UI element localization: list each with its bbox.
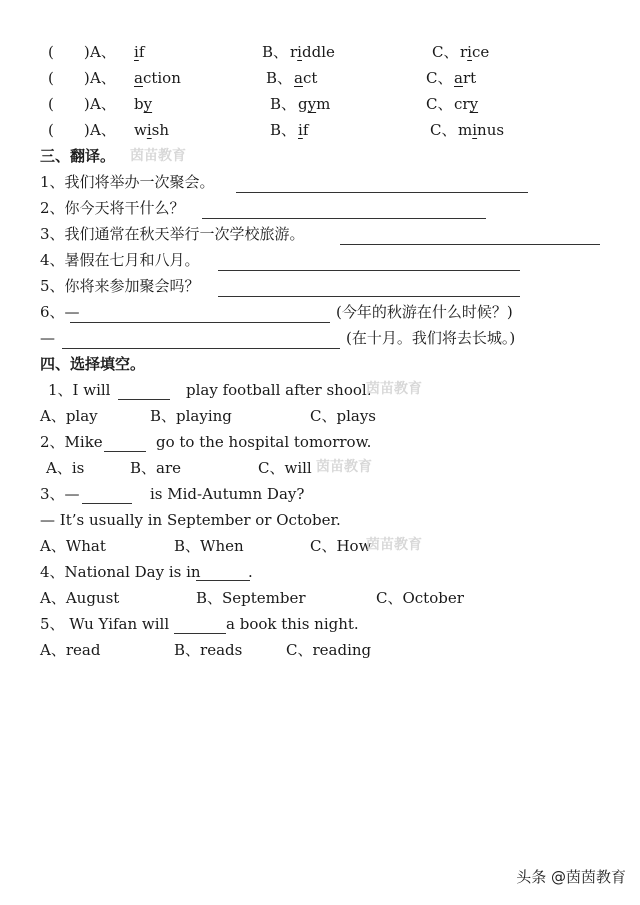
- option-c-word: minus: [458, 121, 505, 139]
- question-text: 1、I will: [48, 381, 111, 399]
- translation-item: 6、—: [40, 303, 80, 321]
- answer-line: [62, 348, 340, 349]
- translation-item: 5、你将来参加聚会吗？: [40, 277, 200, 295]
- option-b-label: B、: [270, 121, 297, 139]
- question-text: 2、Mike: [40, 433, 103, 451]
- option-c-word: art: [454, 69, 477, 87]
- blank-line: [104, 451, 146, 452]
- answer-line: [70, 322, 330, 323]
- option-b: B、reads: [174, 641, 243, 659]
- answer-line: [340, 244, 600, 245]
- option-a-label: A、: [90, 121, 116, 139]
- option-a: A、August: [40, 589, 120, 607]
- option-a: A、play: [40, 407, 98, 425]
- question-text: a book this night.: [226, 615, 359, 633]
- option-b-word: riddle: [290, 43, 335, 61]
- option-a: A、read: [40, 641, 101, 659]
- blank-line: [196, 580, 250, 581]
- translation-item: 4、暑假在七月和八月。: [40, 251, 200, 269]
- watermark: 茵苗教育: [316, 459, 372, 475]
- translation-item: 3、我们通常在秋天举行一次学校旅游。: [40, 225, 305, 243]
- answer-line: [218, 296, 520, 297]
- answer-line: [202, 218, 486, 219]
- option-b-label: B、: [270, 95, 297, 113]
- blank-line: [118, 399, 170, 400]
- option-c: C、reading: [286, 641, 372, 659]
- answer-paren: ( ): [48, 43, 90, 61]
- watermark: 茵苗教育: [130, 148, 186, 164]
- option-c-word: rice: [460, 43, 490, 61]
- option-b-word: if: [298, 121, 309, 139]
- question-text: play football after shool.: [186, 381, 372, 399]
- option-c-word: cry: [454, 95, 479, 113]
- watermark: 茵苗教育: [366, 537, 422, 553]
- translation-prompt: (在十月。我们将去长城。): [346, 329, 516, 347]
- option-b-label: B、: [262, 43, 289, 61]
- option-c: C、How: [310, 537, 372, 555]
- option-c-label: C、: [426, 95, 453, 113]
- option-b: B、September: [196, 589, 306, 607]
- answer-paren: ( ): [48, 95, 90, 113]
- option-c: C、plays: [310, 407, 376, 425]
- watermark: 茵苗教育: [366, 381, 422, 397]
- option-c: C、will: [258, 459, 312, 477]
- option-b-label: B、: [266, 69, 293, 87]
- question-text: 4、National Day is in: [40, 563, 201, 581]
- answer-paren: ( ): [48, 121, 90, 139]
- option-c-label: C、: [432, 43, 459, 61]
- option-a-label: A、: [90, 69, 116, 87]
- option-a-label: A、: [90, 43, 116, 61]
- option-c-label: C、: [430, 121, 457, 139]
- answer-line: [218, 270, 520, 271]
- option-c: C、October: [376, 589, 464, 607]
- option-b: B、playing: [150, 407, 232, 425]
- question-text: 3、—: [40, 485, 80, 503]
- option-b-word: act: [294, 69, 318, 87]
- option-c-label: C、: [426, 69, 453, 87]
- dialogue-dash: —: [40, 329, 55, 347]
- section-heading: 四、选择填空。: [40, 355, 146, 373]
- translation-item: 2、你今天将干什么？: [40, 199, 185, 217]
- answer-paren: ( ): [48, 69, 90, 87]
- option-a-word: wish: [134, 121, 170, 139]
- question-text: 5、 Wu Yifan will: [40, 615, 170, 633]
- source-credit: 头条 @茵茵教育: [516, 868, 626, 886]
- option-a-word: by: [134, 95, 153, 113]
- translation-prompt: (今年的秋游在什么时候？): [336, 303, 513, 321]
- option-a: A、What: [40, 537, 106, 555]
- option-b: B、When: [174, 537, 244, 555]
- option-a: A、is: [46, 459, 85, 477]
- option-b: B、are: [130, 459, 182, 477]
- answer-line-text: — It’s usually in September or October.: [40, 511, 341, 529]
- blank-line: [174, 633, 226, 634]
- option-b-word: gym: [298, 95, 331, 113]
- blank-line: [82, 503, 132, 504]
- translation-item: 1、我们将举办一次聚会。: [40, 173, 215, 191]
- answer-line: [236, 192, 528, 193]
- question-text: is Mid-Autumn Day?: [150, 485, 305, 503]
- question-text: .: [248, 563, 253, 581]
- section-heading: 三、翻译。: [40, 147, 116, 165]
- option-a-label: A、: [90, 95, 116, 113]
- option-a-word: if: [134, 43, 145, 61]
- option-a-word: action: [134, 69, 181, 87]
- question-text: go to the hospital tomorrow.: [156, 433, 372, 451]
